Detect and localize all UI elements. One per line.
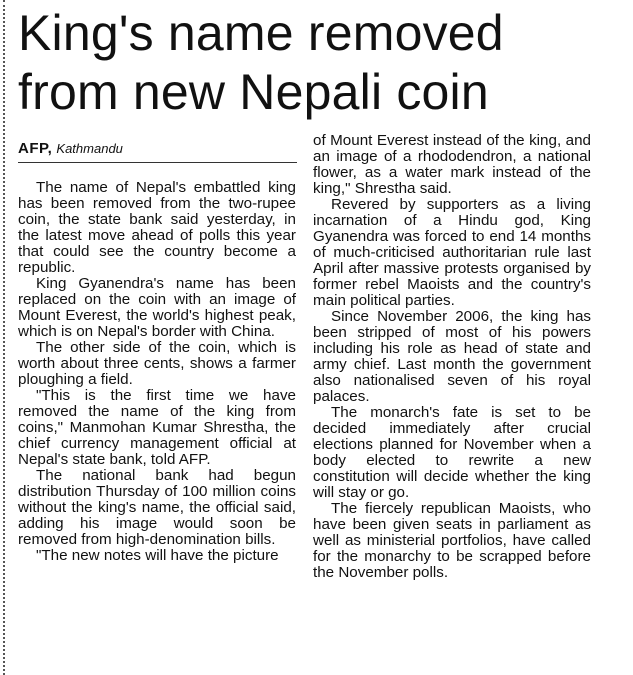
paragraph: Since November 2006, the king has been stripped of most of his powers including his role as head of state and army chief. Last month the government also nationalised seven of his royal palaces. (313, 308, 591, 405)
paragraph: The name of Nepal's embattled king has been removed from the two-rupee coin, the state bank said yesterday, in the latest move ahead of polls this year that could see the country become a republic. (18, 179, 296, 276)
article-column-1 (18, 180, 296, 564)
paragraph: "This is the first time we have removed the name of the king from coins," Manmohan Kumar Shrestha, the chief currency management official at Nepal's state bank, told AFP. (18, 387, 296, 468)
paragraph: "The new notes will have the picture (36, 547, 279, 564)
byline-agency: AFP, (18, 140, 53, 157)
paragraph: The national bank had begun distribution Thursday of 100 million coins without the king's name, the official said, adding his image would soon be removed from high-denomination bills. (18, 467, 296, 548)
paragraph: King Gyanendra's name has been replaced on the coin with an image of Mount Everest, the world's highest peak, which is on Nepal's border with China. (18, 275, 296, 340)
paragraph: Revered by supporters as a living incarnation of a Hindu god, King Gyanendra was forced to end 14 months of much-criticised authoritarian rule last April after massive protests organised by former rebel Maoists and the country's main political parties. (313, 196, 591, 309)
paragraph: The other side of the coin, which is worth about three cents, shows a farmer ploughing a field. (18, 339, 296, 388)
paragraph: The fiercely republican Maoists, who have been given seats in parliament as well as ministerial portfolios, have called for the monarchy to be scrapped before the November polls. (313, 500, 591, 581)
paragraph-continued: of Mount Everest instead of the king, and an image of a rhododendron, a national flower, as a water mark instead of the king," Shrestha said. (313, 132, 591, 197)
headline-line-1: King's name removed (18, 5, 504, 61)
headline-line-2: from new Nepali coin (18, 64, 489, 120)
paragraph: The monarch's fate is set to be decided immediately after crucial elections planned for November when a body elected to rewrite a new constitution will decide whether the king will stay or go. (313, 404, 591, 501)
headline (18, 4, 628, 122)
dotted-margin-rule (3, 0, 5, 675)
byline-place: Kathmandu (56, 141, 123, 156)
byline-rule (18, 162, 297, 163)
article-column-2 (313, 133, 591, 581)
byline (18, 140, 123, 158)
